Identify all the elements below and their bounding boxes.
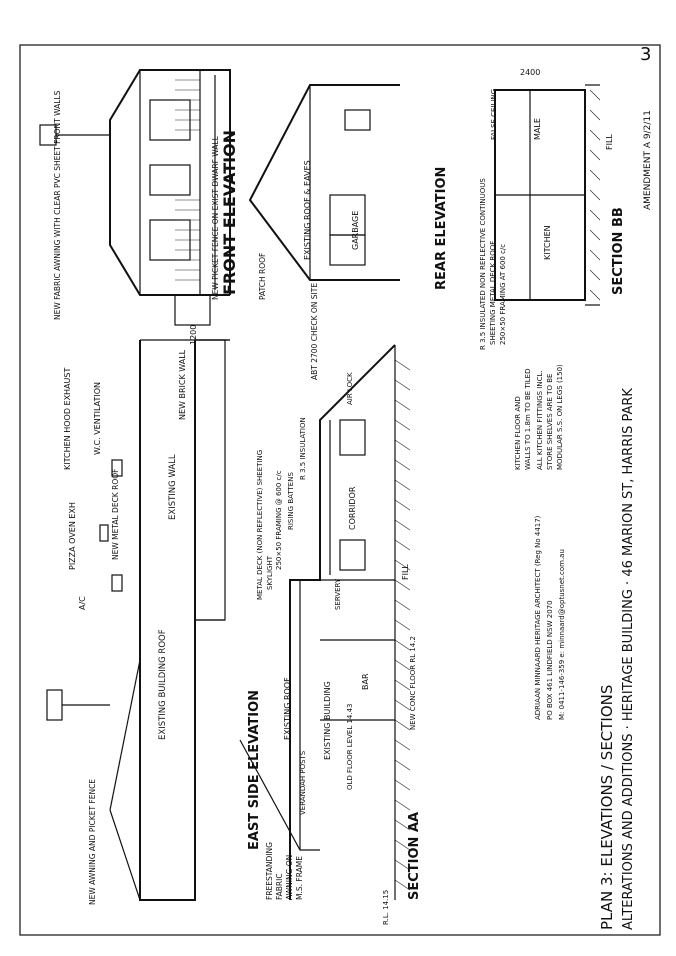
east-roof-label: EXISTING BUILDING ROOF — [158, 629, 168, 740]
bb-dim: 2400 — [520, 68, 541, 77]
svg-text:STORE SHELVES ARE TO BE: STORE SHELVES ARE TO BE — [546, 373, 554, 470]
section-aa-drawing — [240, 345, 410, 900]
aa-bar: BAR — [361, 673, 370, 690]
svg-text:M.S. FRAME: M.S. FRAME — [295, 856, 304, 900]
svg-text:FABRIC: FABRIC — [275, 873, 284, 900]
east-awning-label: NEW AWNING AND PICKET FENCE — [88, 778, 97, 905]
bb-male: MALE — [533, 118, 542, 140]
front-awning-note: NEW FABRIC AWNING WITH CLEAR PVC SHEET FRONT WALLS — [53, 90, 62, 320]
aa-servery: SERVERY — [334, 578, 342, 610]
svg-text:PO BOX 461 LINDFIELD NSW 2070: PO BOX 461 LINDFIELD NSW 2070 — [546, 600, 554, 720]
rear-existing-roof-label: EXISTING ROOF & EAVES — [303, 160, 312, 260]
front-dim: 1200 — [189, 324, 198, 345]
rear-dim: ABT 2700 CHECK ON SITE — [310, 282, 319, 380]
east-brick-label: NEW BRICK WALL — [178, 349, 187, 420]
east-metal-deck-label: NEW METAL DECK ROOF — [111, 468, 120, 560]
svg-text:MODULAR S.S. ON LEGS (150): MODULAR S.S. ON LEGS (150) — [556, 364, 564, 470]
amendment-note: AMENDMENT A 9/2/11 — [643, 110, 653, 210]
front-fence-note: NEW PICKET FENCE ON EXIST DWARF WALL — [211, 136, 220, 300]
freestanding-label — [265, 842, 304, 900]
aa-rl-label: R.L. 14.15 — [382, 889, 390, 925]
page-number: 3 — [640, 44, 652, 65]
front-elevation-title: FRONT ELEVATION — [220, 129, 239, 295]
architect-block — [534, 515, 566, 720]
bb-insulation: R 3.5 INSULATED NON REFLECTIVE CONTINUOUS — [479, 178, 487, 350]
east-ac-label: A/C — [78, 596, 87, 610]
svg-text:ALL KITCHEN FITTINGS INCL.: ALL KITCHEN FITTINGS INCL. — [536, 370, 544, 470]
aa-fill: FILL — [401, 564, 410, 580]
aa-insulation: R 3.5 INSULATION — [299, 417, 307, 480]
bb-deck: SHEETING METAL DECK ROOF — [489, 240, 497, 345]
svg-text:AWNING ON: AWNING ON — [285, 854, 294, 900]
project-title: ALTERATIONS AND ADDITIONS · HERITAGE BUILDING · 46 MARION ST, HARRIS PARK — [621, 388, 636, 930]
svg-text:WALLS TO 1.8m TO BE TILED: WALLS TO 1.8m TO BE TILED — [524, 368, 532, 470]
east-wall-label: EXISTING WALL — [168, 454, 178, 520]
aa-metal-deck: METAL DECK (NON REFLECTIVE) SHEETING — [256, 449, 264, 600]
rear-elevation-drawing — [250, 85, 400, 280]
patch-roof-label: PATCH ROOF — [258, 252, 267, 300]
svg-text:FREESTANDING: FREESTANDING — [265, 842, 274, 900]
rear-elevation-title: REAR ELEVATION — [434, 166, 449, 290]
section-aa-title: SECTION AA — [407, 811, 422, 900]
aa-existing-building: EXISTING BUILDING — [323, 681, 332, 760]
bb-fill: FILL — [605, 134, 614, 150]
aa-old-floor: OLD FLOOR LEVEL 14.43 — [346, 703, 354, 790]
bb-kitchen: KITCHEN — [543, 225, 552, 260]
section-bb-title: SECTION BB — [611, 207, 626, 295]
aa-corridor: CORRIDOR — [348, 486, 357, 530]
svg-text:ADRIAAN MINNAARD HERITAGE A: ADRIAAN MINNAARD HERITAGE ARCHITECT (Reg No 4417) — [534, 515, 542, 720]
svg-text:M: 0411-146-359 e: minnaard@: M: 0411-146-359 e: minnaard@optusnet.com.au — [558, 549, 566, 720]
plan-title: PLAN 3: ELEVATIONS / SECTIONS — [598, 684, 616, 930]
aa-air-lock: AIR LOCK — [346, 372, 354, 405]
aa-existing-roof: EXISTING ROOF — [283, 677, 292, 740]
east-hood-label: KITCHEN HOOD EXHAUST — [63, 367, 72, 470]
east-elevation-title: EAST SIDE ELEVATION — [247, 689, 262, 850]
bb-false-ceiling: FALSE CEILING — [490, 88, 498, 140]
aa-battens: RISING BATTENS — [287, 472, 295, 530]
section-bb-drawing — [495, 85, 600, 305]
aa-new-floor: NEW CONC FLOOR RL 14.2 — [409, 636, 417, 730]
aa-skylight: SKYLIGHT — [266, 556, 274, 590]
garbage-label: GARBAGE — [351, 210, 360, 250]
east-side-elevation-drawing — [47, 340, 230, 900]
east-wc-label: W.C. VENTILATION — [93, 382, 102, 455]
bb-framing: 250×50 FRAMING AT 600 c/c — [499, 243, 507, 345]
east-pizza-label: PIZZA OVEN EXH — [68, 502, 77, 570]
svg-text:KITCHEN FLOOR AND: KITCHEN FLOOR AND — [514, 396, 522, 470]
front-elevation-drawing — [40, 70, 230, 325]
aa-framing: 250×50 FRAMING @ 600 c/c — [275, 470, 283, 570]
aa-verandah-label: VERANDAH POSTS — [299, 750, 307, 815]
bb-notes — [514, 364, 564, 470]
